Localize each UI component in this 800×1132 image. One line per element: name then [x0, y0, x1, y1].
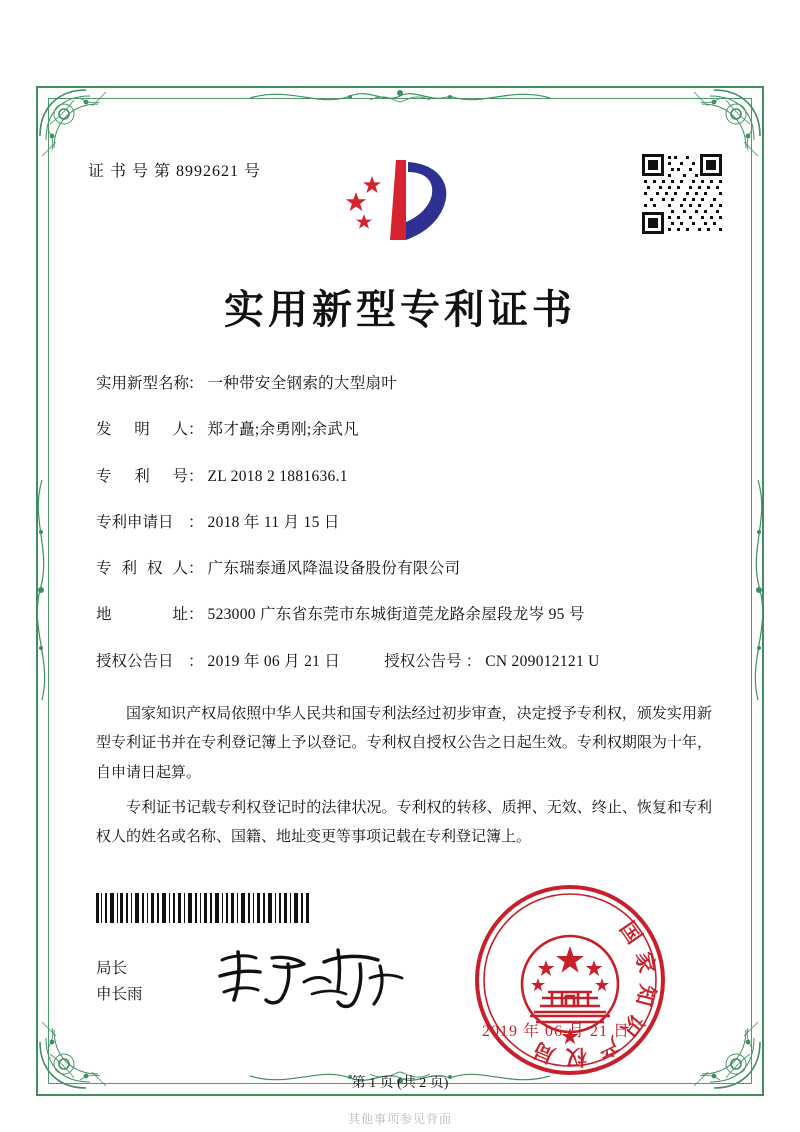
field-value-announcement-date: 2019 年 06 月 21 日 [207, 652, 341, 670]
field-colon: ： [465, 652, 482, 670]
signature-role: 局长 [96, 960, 128, 977]
field-value-address: 523000 广东省东莞市东城街道莞龙路余屋段龙岑 95 号 [207, 606, 585, 624]
field-value-announcement-number: CN 209012121 U [485, 652, 600, 670]
certificate-number: 证 书 号 第 8992621 号 [88, 163, 262, 180]
edge-ornament-top [250, 84, 550, 110]
field-label-patent-number: 专利号 [96, 467, 188, 485]
barcode [96, 893, 312, 923]
field-row-announcement [96, 650, 716, 673]
field-label-utility-model-name: 实用新型名称 [96, 375, 190, 392]
field-colon: ： [188, 421, 204, 439]
paragraph-2: 专利证书记载专利权登记时的法律状况。专利权的转移、质押、无效、终止、恢复和专利权人的姓名或名称、国籍、地址变更等事项记载在专利登记簿上。 [96, 799, 712, 845]
field-colon: ： [188, 606, 204, 624]
field-label-address: 地址 [96, 606, 188, 624]
qr-code-icon [640, 152, 724, 236]
field-label-announcement-date: 授权公告日 [96, 652, 174, 670]
fields-block [96, 372, 716, 696]
page-footer: 第 1 页 (共 2 页) [351, 1076, 449, 1091]
field-row-patentee [96, 557, 716, 580]
patent-office-logo-icon [344, 152, 456, 248]
field-row-address [96, 603, 716, 626]
field-colon: ： [188, 513, 204, 531]
field-colon: ： [188, 467, 204, 485]
field-colon: ： [188, 652, 204, 670]
field-label-announcement-number: 授权公告号 [384, 652, 462, 670]
field-row-application-date [96, 511, 716, 534]
edge-ornament-right [746, 480, 772, 700]
field-colon: ： [188, 375, 204, 392]
field-value-inventors: 郑才矗;余勇刚;余武凡 [207, 421, 359, 439]
field-label-inventors: 发明人 [96, 421, 188, 439]
official-seal-icon [470, 880, 670, 1080]
field-label-patentee: 专利权人 [96, 560, 188, 577]
signature-block [96, 956, 143, 1009]
footer-faint-note: 其他事项参见背面 [347, 1112, 452, 1126]
paragraph-1: 国家知识产权局依照中华人民共和国专利法经过初步审查，决定授予专利权，颁发实用新型专利证书并在专利登记簿上予以登记。专利权自授权公告之日起生效。专利权期限为十年，自申请日起算。 [96, 706, 712, 781]
field-row-utility-model-name [96, 372, 716, 395]
field-value-application-date: 2018 年 11 月 15 日 [207, 513, 340, 531]
field-value-patent-number: ZL 2018 2 1881636.1 [207, 467, 348, 485]
svg-text:国家知识产权局: 国家知识产权局 [521, 917, 661, 1070]
field-label-application-date: 专利申请日 [96, 513, 174, 531]
field-value-utility-model-name: 一种带安全钢索的大型扇叶 [207, 375, 398, 392]
handwritten-signature-icon [212, 942, 422, 1012]
field-row-patent-number [96, 465, 716, 488]
page-title: 实用新型专利证书 [224, 287, 576, 333]
field-value-patentee: 广东瑞泰通风降温设备股份有限公司 [207, 560, 461, 577]
signature-name: 申长雨 [96, 986, 143, 1004]
field-row-inventors [96, 418, 716, 441]
edge-ornament-left [28, 480, 54, 700]
field-colon: ： [188, 560, 204, 577]
legal-text-block [96, 700, 712, 858]
seal-date: 2019 年 06 月 21 日 [482, 1023, 631, 1040]
